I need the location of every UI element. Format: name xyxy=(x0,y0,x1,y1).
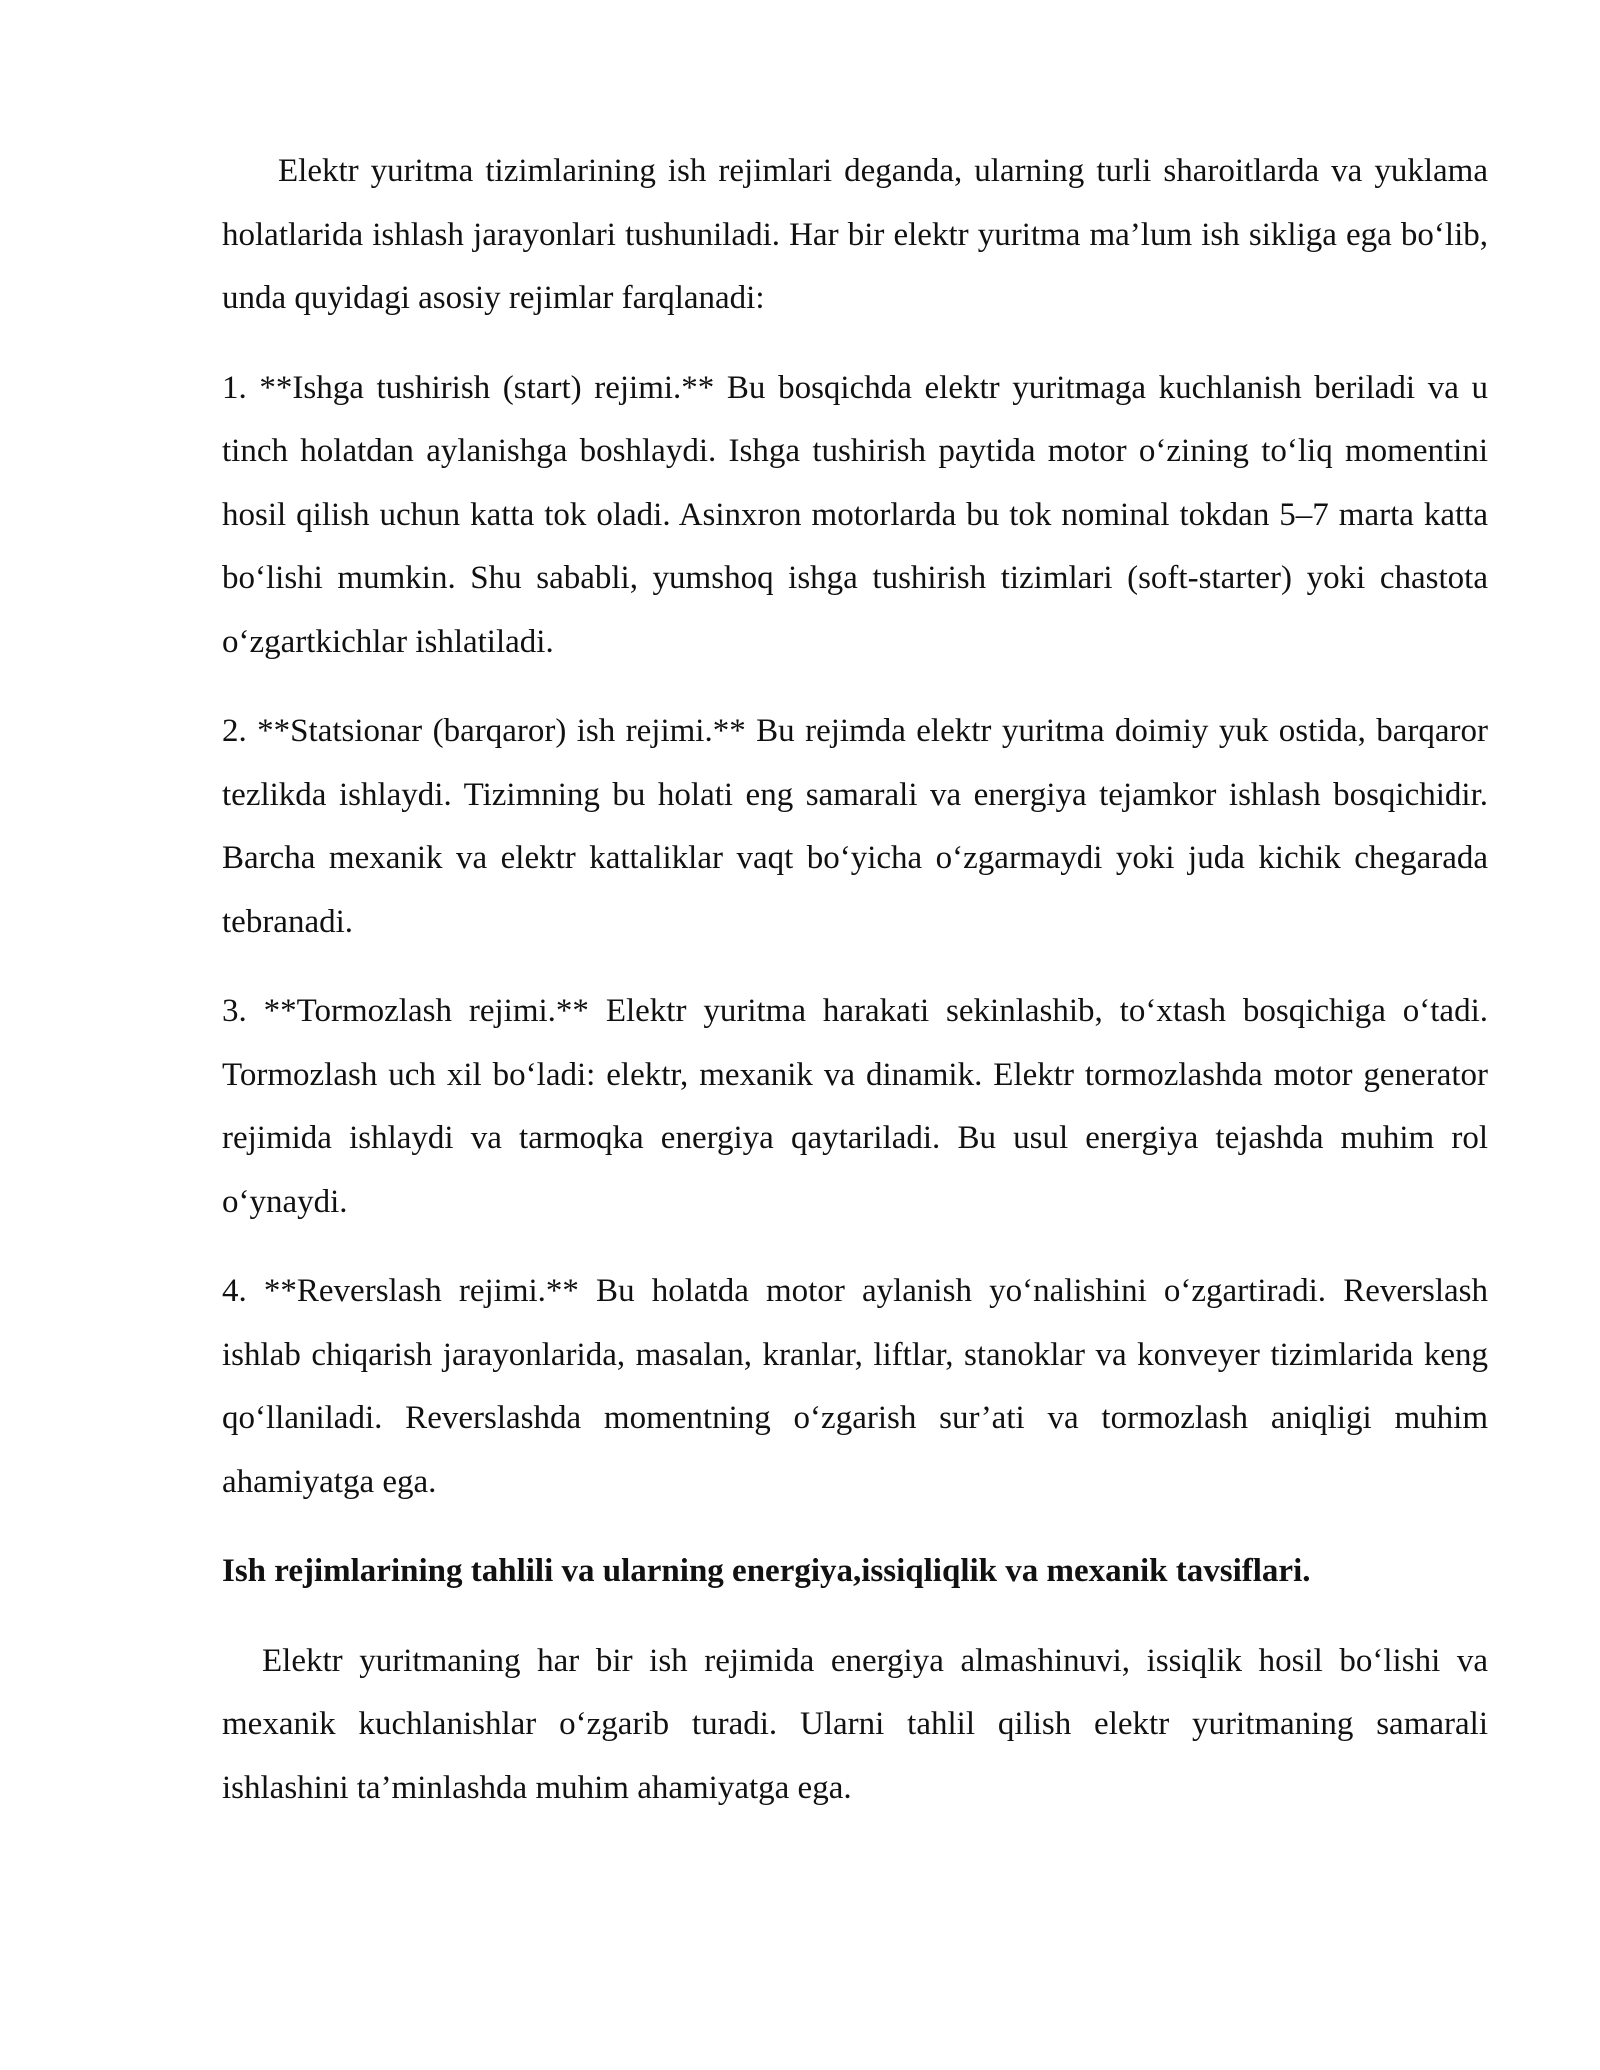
list-item-steady-mode: 2. **Statsionar (barqaror) ish rejimi.** Bu rejimda elektr yuritma doimiy yuk ostida, barqaror tezlikda ishlaydi. Tizimning bu holati eng samarali va energiya tejamkor ishlash bosqichidir. Barcha mexanik va elektr kattaliklar vaqt bo‘yicha o‘zgarmaydi yoki juda kichik chegarada tebranadi. xyxy=(222,713,1488,940)
intro-paragraph: Elektr yuritma tizimlarining ish rejimlari deganda, ularning turli sharoitlarda va yuklama holatlarida ishlash jarayonlari tushuniladi. Har bir elektr yuritma ma’lum ish sikliga ega bo‘lib, unda quyidagi asosiy rejimlar farqlanadi: xyxy=(222,153,1488,316)
list-item-start-mode: 1. **Ishga tushirish (start) rejimi.** Bu bosqichda elektr yuritmaga kuchlanish beriladi va u tinch holatdan aylanishga boshlaydi. Ishga tushirish paytida motor o‘zining to‘liq momentini hosil qilish uchun katta tok oladi. Asinxron motorlarda bu tok nominal tokdan 5–7 marta katta bo‘lishi mumkin. Shu sababli, yumshoq ishga tushirish tizimlari (soft-starter) yoki chastota o‘zgartkichlar ishlatiladi. xyxy=(222,369,1488,660)
document-body xyxy=(222,140,1488,1846)
list-item-braking-mode: 3. **Tormozlash rejimi.** Elektr yuritma harakati sekinlashib, to‘xtash bosqichiga o‘tadi. Tormozlash uch xil bo‘ladi: elektr, mexanik va dinamik. Elektr tormozlashda motor generator rejimida ishlaydi va tarmoqka energiya qaytariladi. Bu usul energiya tejashda muhim rol o‘ynaydi. xyxy=(222,993,1488,1220)
closing-paragraph: Elektr yuritmaning har bir ish rejimida energiya almashinuvi, issiqlik hosil bo‘lishi va mexanik kuchlanishlar o‘zgarib turadi. Ularni tahlil qilish elektr yuritmaning samarali ishlashini ta’minlashda muhim ahamiyatga ega. xyxy=(222,1642,1488,1806)
list-item-reverse-mode: 4. **Reverslash rejimi.** Bu holatda motor aylanish yo‘nalishini o‘zgartiradi. Reverslash ishlab chiqarish jarayonlarida, masalan, kranlar, liftlar, stanoklar va konveyer tizimlarida keng qo‘llaniladi. Reverslashda momentning o‘zgarish sur’ati va tormozlash aniqligi muhim ahamiyatga ega. xyxy=(222,1273,1488,1500)
section-heading: Ish rejimlarining tahlili va ularning energiya,issiqliqlik va mexanik tavsiflari. xyxy=(222,1553,1311,1589)
